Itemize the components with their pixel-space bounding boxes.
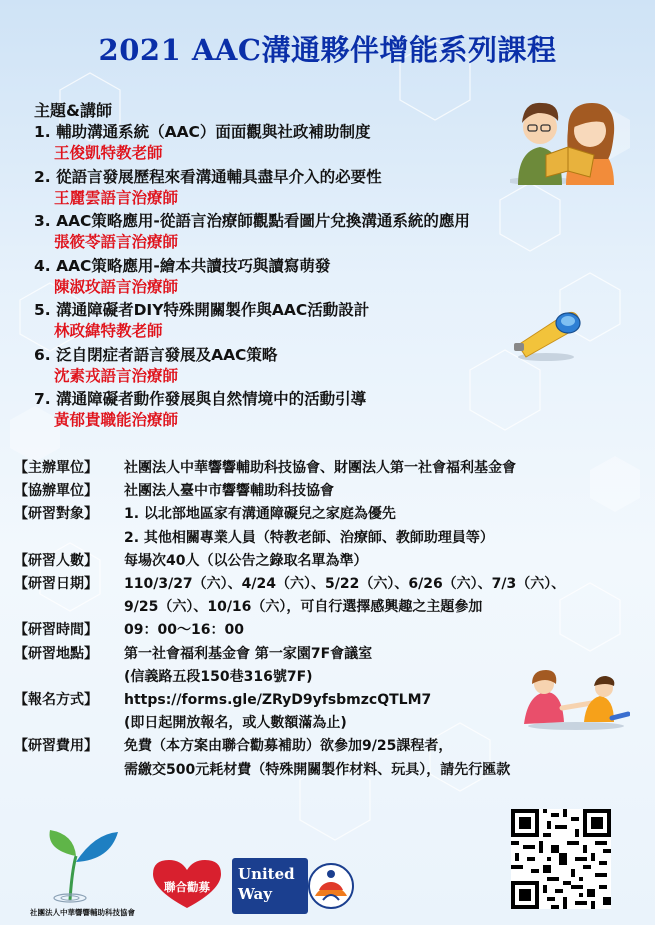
info-value: (信義路五段150巷316號7F) (124, 668, 313, 685)
info-label: 【研習地點】 (14, 645, 98, 662)
info-label: 【研習人數】 (14, 552, 98, 569)
united-way-label (238, 864, 295, 904)
info-label: 【協辦單位】 (14, 483, 98, 500)
info-label: 【研習日期】 (14, 576, 98, 593)
course-item (34, 210, 634, 255)
info-row-fee (14, 735, 654, 781)
course-teacher: 林政緯特教老師 (54, 322, 163, 340)
info-row-co-organizer (14, 480, 654, 503)
info-row-dates (14, 573, 654, 619)
course-list (34, 121, 634, 433)
united-charity-logo (152, 860, 222, 910)
registration-link[interactable]: https://forms.gle/ZRyD9yfsbmzcQTLM7 (124, 692, 432, 709)
united-way-line: Way (238, 885, 272, 903)
course-title: 6. 泛自閉症者語言發展及AAC策略 (34, 345, 278, 364)
course-title: 4. AAC策略應用-繪本共讀技巧與讀寫萌發 (34, 256, 331, 275)
info-label: 【研習費用】 (14, 738, 98, 755)
qr-code[interactable] (511, 809, 611, 909)
course-title: 3. AAC策略應用-從語言治療師觀點看圖片兌換溝通系統的應用 (34, 212, 470, 230)
course-teacher: 王俊凱特教老師 (54, 144, 163, 162)
united-way-logo (232, 858, 358, 914)
info-row-capacity (14, 550, 654, 573)
course-item (34, 388, 634, 433)
course-title: 7. 溝通障礙者動作發展與自然情境中的活動引導 (34, 390, 367, 408)
event-info (14, 457, 654, 782)
info-value: 社團法人中華響響輔助科技協會、財團法人第一社會福利基金會 (124, 460, 516, 476)
course-teacher: 陳淑玫語言治療師 (54, 277, 179, 296)
info-value: 免費（本方案由聯合勸募補助）欲參加9/25課程者， (124, 738, 453, 755)
course-item (34, 166, 634, 211)
sprout-logo-icon (30, 828, 148, 906)
info-value: 第一社會福利基金會 第一家園7F會議室 (124, 645, 373, 662)
course-teacher: 黃郁貴職能治療師 (54, 411, 179, 429)
course-title: 2. 從語言發展歷程來看溝通輔具盡早介入的必要性 (34, 167, 382, 186)
section-label: 主題&講師 (34, 101, 112, 120)
association-logo (30, 828, 148, 918)
info-value: 需繳交500元耗材費（特殊開關製作材料、玩具），請先行匯款 (124, 761, 511, 778)
association-name: 社團法人中華響響輔助科技協會 (30, 908, 135, 917)
course-title: 1. 輔助溝通系統（AAC）面面觀與社政補助制度 (34, 123, 371, 141)
course-item (34, 121, 634, 166)
course-teacher: 張筱苓語言治療師 (54, 233, 179, 251)
page-title: 2021 AAC溝通夥伴增能系列課程 (98, 33, 557, 67)
course-title: 5. 溝通障礙者DIY特殊開關製作與AAC活動設計 (34, 301, 370, 319)
info-label: 【研習時間】 (14, 622, 98, 639)
info-value: 1. 以北部地區家有溝通障礙兒之家庭為優先 (124, 506, 396, 523)
info-label: 【報名方式】 (14, 692, 98, 709)
united-way-line: United (238, 865, 295, 883)
info-row-organizer (14, 457, 654, 480)
info-value: 2. 其他相關專業人員（特教老師、治療師、教師助理員等） (124, 529, 494, 546)
info-value: 每場次40人（以公告之錄取名單為準） (124, 552, 368, 569)
course-teacher: 王麗雲語言治療師 (54, 188, 179, 207)
info-value: 9/25（六）、10/16（六），可自行選擇感興趣之主題參加 (124, 599, 483, 616)
info-value: (即日起開放報名，或人數額滿為止) (124, 715, 347, 732)
info-label: 【研習對象】 (14, 506, 98, 523)
course-teacher: 沈素戎語言治療師 (54, 366, 179, 385)
course-item (34, 255, 634, 300)
info-row-time (14, 619, 654, 642)
info-value: 社團法人臺中市響響輔助科技協會 (124, 483, 334, 500)
switch-device-illustration (508, 305, 582, 363)
info-row-audience (14, 503, 654, 549)
info-value: 09：00〜16：00 (124, 622, 244, 639)
parent-child-illustration (522, 668, 630, 732)
info-value: 110/3/27（六）、4/24（六）、5/22（六）、6/26（六）、7/3（六）、 (124, 576, 566, 593)
united-charity-label: 聯合勸募 (164, 880, 210, 894)
info-label: 【主辦單位】 (14, 460, 98, 476)
